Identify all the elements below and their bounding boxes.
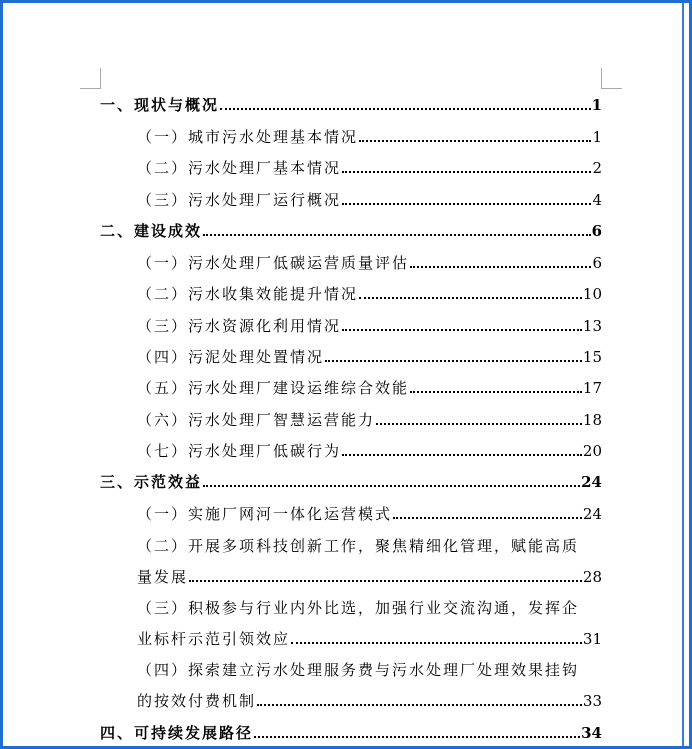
toc-leader bbox=[410, 379, 582, 393]
toc-leader bbox=[342, 442, 582, 456]
toc-leader bbox=[410, 254, 591, 268]
toc-title: （四）污泥处理处置情况 bbox=[137, 348, 325, 366]
toc-page: 20 bbox=[582, 442, 602, 460]
toc-page: 33 bbox=[582, 692, 602, 710]
toc-entry[interactable] bbox=[137, 128, 602, 146]
toc-page: 2 bbox=[592, 159, 602, 177]
toc-entry[interactable] bbox=[137, 568, 602, 586]
toc-leader bbox=[325, 348, 582, 362]
toc-leader bbox=[203, 222, 591, 236]
toc-page: 34 bbox=[581, 724, 602, 742]
toc-page: 6 bbox=[591, 222, 602, 240]
toc-entry[interactable] bbox=[137, 191, 602, 209]
toc-page: 18 bbox=[582, 411, 602, 429]
toc-page: 31 bbox=[582, 630, 602, 648]
toc-title: 三、示范效益 bbox=[100, 473, 203, 491]
toc-leader bbox=[189, 568, 582, 582]
toc-page: 13 bbox=[582, 317, 602, 335]
toc-title: （一）城市污水处理基本情况 bbox=[137, 128, 359, 146]
toc-title-line1[interactable]: （三）积极参与行业内外比选，加强行业交流沟通，发挥企 bbox=[137, 599, 580, 617]
margin-marker-left bbox=[80, 68, 101, 89]
toc-leader bbox=[220, 96, 591, 110]
toc-title-line2: 的按效付费机制 bbox=[137, 692, 257, 710]
toc-leader bbox=[359, 285, 582, 299]
toc-entry[interactable] bbox=[137, 348, 602, 366]
toc-page: 4 bbox=[592, 191, 602, 209]
toc-title: （三）污水处理厂运行概况 bbox=[137, 191, 342, 209]
toc-page: 10 bbox=[582, 285, 602, 303]
toc-leader bbox=[342, 159, 591, 173]
toc-title: （二）污水收集效能提升情况 bbox=[137, 285, 359, 303]
toc-title: （七）污水处理厂低碳行为 bbox=[137, 442, 342, 460]
toc-entry[interactable] bbox=[137, 317, 602, 335]
toc-leader bbox=[342, 191, 591, 205]
toc-page: 6 bbox=[592, 254, 602, 272]
toc-title: 一、现状与概况 bbox=[100, 96, 220, 114]
toc-page: 17 bbox=[582, 379, 602, 397]
toc-title: （六）污水处理厂智慧运营能力 bbox=[137, 411, 376, 429]
toc-entry[interactable] bbox=[100, 724, 602, 742]
toc-entry[interactable] bbox=[137, 505, 602, 523]
toc-entry[interactable] bbox=[137, 254, 602, 272]
toc-entry[interactable] bbox=[137, 411, 602, 429]
toc-title: （一）污水处理厂低碳运营质量评估 bbox=[137, 254, 410, 272]
toc-page: 28 bbox=[582, 568, 602, 586]
toc-entry[interactable] bbox=[137, 285, 602, 303]
toc-title: （五）污水处理厂建设运维综合效能 bbox=[137, 379, 410, 397]
toc-page: 15 bbox=[582, 348, 602, 366]
toc-title-line1[interactable]: （二）开展多项科技创新工作，聚焦精细化管理，赋能高质 bbox=[137, 537, 580, 555]
toc-leader bbox=[359, 128, 591, 142]
toc-leader bbox=[203, 473, 580, 487]
toc-leader bbox=[393, 505, 582, 519]
toc-page: 1 bbox=[591, 96, 602, 114]
toc-leader bbox=[342, 317, 582, 331]
toc-entry[interactable] bbox=[137, 442, 602, 460]
toc-leader bbox=[291, 630, 582, 644]
toc-leader bbox=[254, 724, 580, 738]
toc-title-line2: 业标杆示范引领效应 bbox=[137, 630, 291, 648]
toc-entry[interactable] bbox=[137, 379, 602, 397]
toc-entry[interactable] bbox=[137, 159, 602, 177]
toc-title: （二）污水处理厂基本情况 bbox=[137, 159, 342, 177]
toc-leader bbox=[376, 411, 582, 425]
toc-title: （三）污水资源化利用情况 bbox=[137, 317, 342, 335]
toc-entry[interactable] bbox=[137, 630, 602, 648]
toc-title-line1[interactable]: （四）探索建立污水处理服务费与污水处理厂处理效果挂钩 bbox=[137, 661, 580, 679]
toc-page: 24 bbox=[581, 473, 602, 491]
toc-title: 二、建设成效 bbox=[100, 222, 203, 240]
toc-entry[interactable] bbox=[137, 692, 602, 710]
scrollbar-edge bbox=[682, 3, 684, 746]
toc-entry[interactable] bbox=[100, 473, 602, 491]
toc-leader bbox=[257, 692, 582, 706]
margin-marker-right bbox=[601, 68, 622, 89]
toc-title-line2: 量发展 bbox=[137, 568, 189, 586]
toc-page: 1 bbox=[592, 128, 602, 146]
toc-entry[interactable] bbox=[100, 96, 602, 114]
toc-entry[interactable] bbox=[100, 222, 602, 240]
toc-title: 四、可持续发展路径 bbox=[100, 724, 254, 742]
toc-title: （一）实施厂网河一体化运营模式 bbox=[137, 505, 393, 523]
toc-page: 24 bbox=[582, 505, 602, 523]
